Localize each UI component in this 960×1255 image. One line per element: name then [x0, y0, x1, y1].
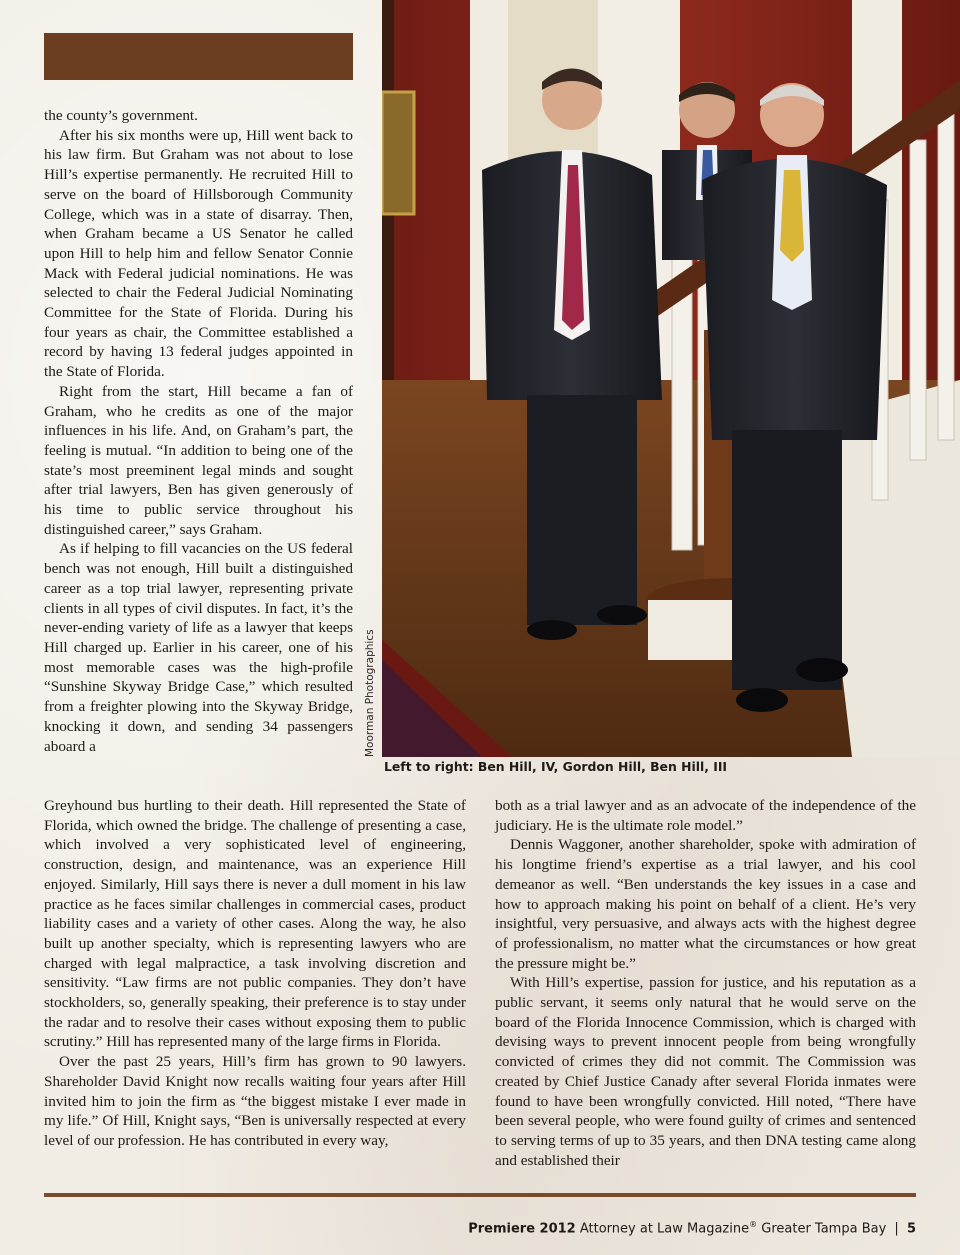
- paragraph: With Hill’s expertise, passion for justice, and his reputation as a public servant, it seems only natural that he would serve on the board of the Florida Innocence Commission, which is charged with devising ways to prevent innocent people from being wrongfully convicted of crimes they did not commit. The Commission was created by Chief Justice Canady after several Florida inmates were found to have been wrongfully convicted. Hill noted, “There have been several people, who were found guilty of crimes and sentenced to serving terms of up to 35 years, and then DNA testing came along and established their: [495, 974, 916, 1169]
- page-number: 5: [906, 1221, 916, 1237]
- registered-mark: ®: [749, 1220, 758, 1229]
- paragraph: both as a trial lawyer and as an advocate of the independence of the judiciary. He is the ultimate role model.”: [495, 797, 916, 834]
- portrait-illustration: [382, 0, 960, 757]
- paragraph: Dennis Waggoner, another shareholder, spoke with admiration of his longtime friend’s expertise as a trial lawyer, and his cool demeanor as well. “Ben understands the key issues in a case and how to approach making his point on behalf of a client. He’s very insightful, very persuasive, and always acts with the highest degree of professionalism, no matter what the circumstances or how great the pressure might be.”: [495, 836, 916, 972]
- paragraph: As if helping to fill vacancies on the US federal bench was not enough, Hill built a distinguished career as a top trial lawyer, representing private clients in all types of civil disputes. In fact, it’s the never-ending variety of life as a lawyer that keeps Hill charged up. Earlier in his career, one of his most memorable cases was the high-profile “Sunshine Skyway Bridge Case,” which resulted from a freighter plowing into the Skyway Bridge, knocking it down, and sending 34 passengers aboard a: [44, 540, 353, 755]
- footer-region: Greater Tampa Bay: [761, 1221, 887, 1237]
- article-column-left-top: [44, 106, 353, 756]
- photo-credit: Moorman Photographics: [364, 629, 376, 757]
- article-column-left-bottom: [44, 796, 466, 1151]
- footer-magazine: Attorney at Law Magazine: [579, 1221, 750, 1237]
- footer-separator: |: [894, 1221, 899, 1237]
- article-column-right: [495, 796, 916, 1170]
- section-header-bar: [44, 33, 353, 80]
- footer-issue: Premiere 2012: [468, 1221, 576, 1237]
- portrait-photo: [382, 0, 960, 757]
- paragraph: Right from the start, Hill became a fan of Graham, who he credits as one of the major influences in his life. And, on Graham’s part, the feeling is mutual. “In addition to being one of the state’s most preeminent legal minds and sought after trial lawyers, Ben has given generously of his time to public service throughout his distinguished career,” says Graham.: [44, 382, 353, 538]
- paragraph: the county’s government.: [44, 107, 198, 124]
- paragraph: After his six months were up, Hill went back to his law firm. But Graham was not about to lose Hill’s expertise permanently. He recruited Hill to serve on the board of Hillsborough Community College, which was in a state of disarray. Then, when Graham became a US Senator he called upon Hill to help him and fellow Senator Connie Mack with Federal judicial nominations. He was selected to chair the Federal Judicial Nominating Committee for the State of Florida. During his four years as chair, the Committee established a record by having 13 federal judges appointed in the State of Florida.: [44, 126, 353, 381]
- photo-caption: Left to right: Ben Hill, IV, Gordon Hill, Ben Hill, III: [384, 759, 728, 774]
- paragraph: Greyhound bus hurtling to their death. Hill represented the State of Florida, which owned the bridge. The challenge of presenting a case, which involved a very sophisticated level of engineering, construction, design, and maintenance, was an experience Hill enjoyed. Similarly, Hill says there is never a dull moment in his law practice as he faces similar challenges in commercial cases, product liability cases and a variety of other cases. Along the way, he also built up another specialty, which is representing lawyers who are charged with legal malpractice, a task involving discretion and sensitivity. “Law firms are not public companies. They don’t have stockholders, so, generally speaking, their preference is to stay under the radar and to resolve their cases without exposing them to public scrutiny.” Hill has represented many of the large firms in Florida.: [44, 797, 466, 1051]
- page-footer: [468, 1220, 916, 1236]
- paragraph: Over the past 25 years, Hill’s firm has grown to 90 lawyers. Shareholder David Knight now recalls waiting four years after Hill invited him to join the firm as “the biggest mistake I ever made in my life.” Of Hill, Knight says, “Ben is universally respected at every level of our profession. He has contributed in every way,: [44, 1053, 466, 1149]
- footer-divider-rule: [44, 1193, 916, 1197]
